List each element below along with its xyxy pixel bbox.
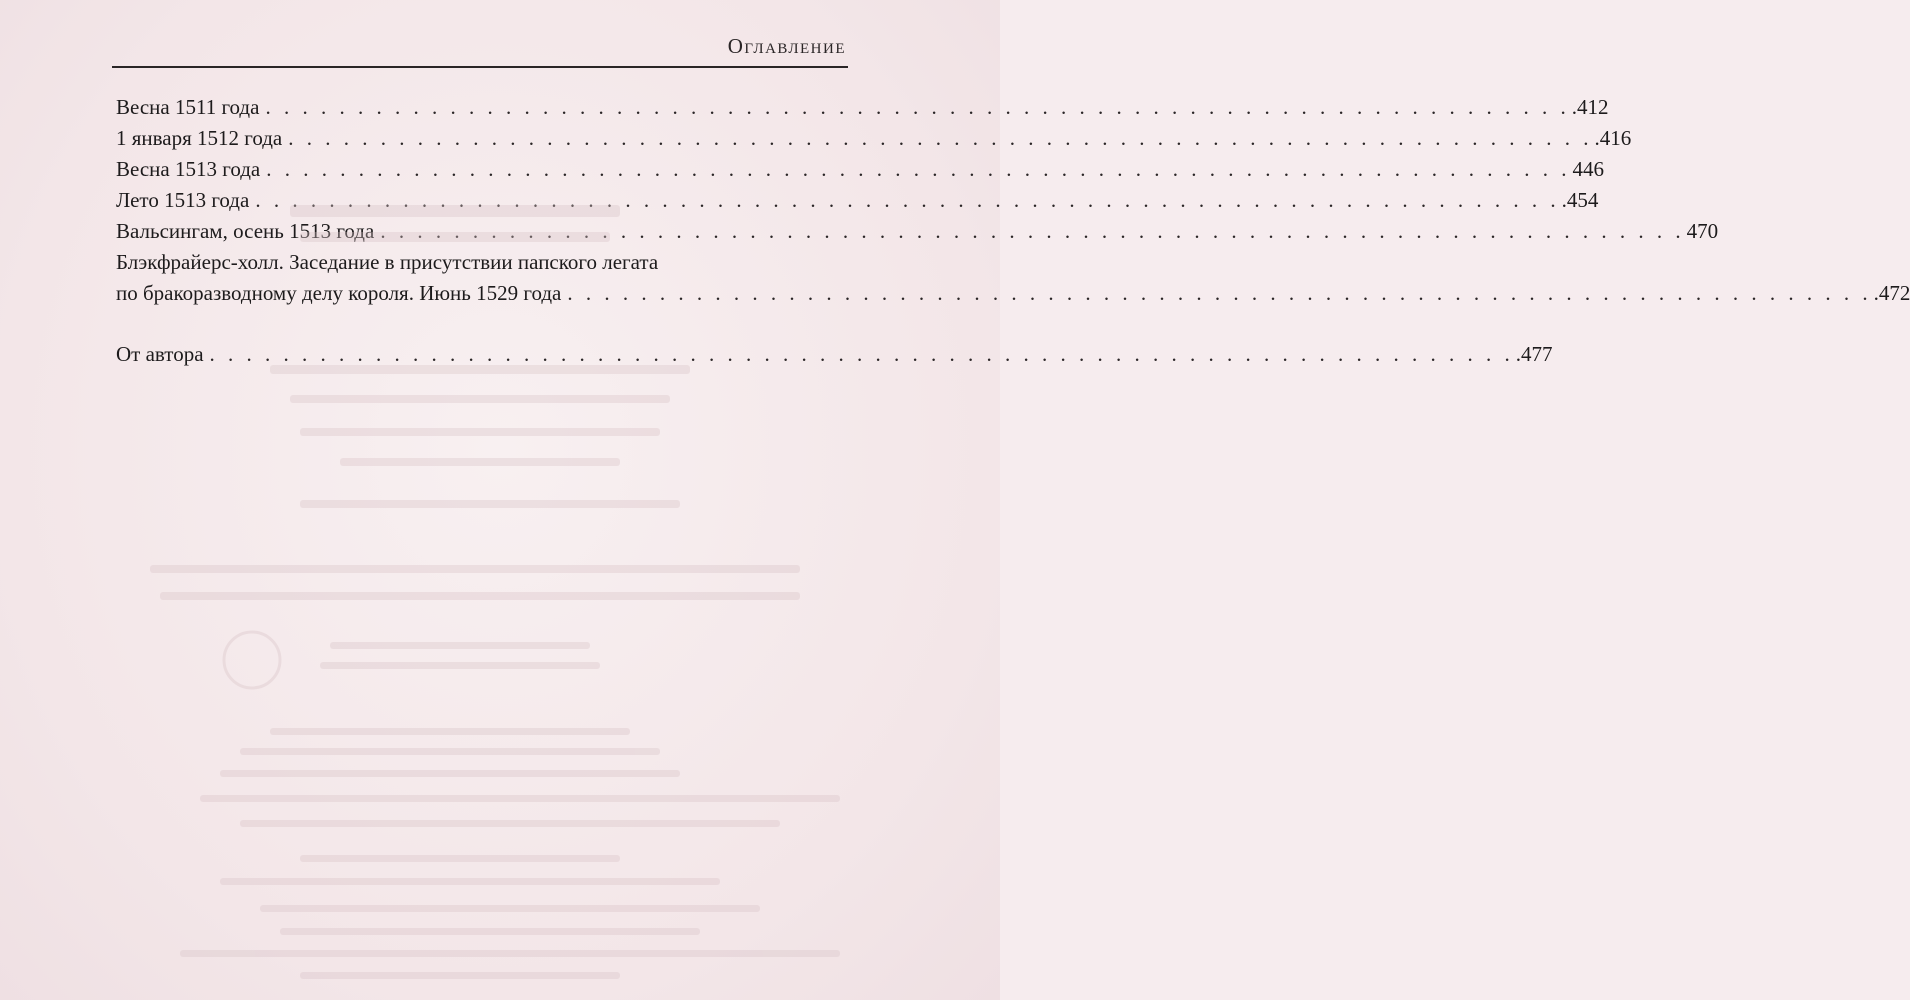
toc-entry-title: Вальсингам, осень 1513 года: [116, 219, 375, 243]
toc-leader-dots: . . . . . . . . . . . . . . . . . . . . . . . . . . . . . . . . . . . . . . . . . . . . . . . . . . . . . . . . . . . . . . . . . . . . . . .: [288, 126, 1593, 150]
toc-entry: [116, 216, 1719, 247]
toc-entry-page: .454: [1561, 188, 1599, 212]
toc-entry: [116, 92, 1609, 123]
toc-entry: [116, 339, 1553, 370]
running-header-title: Оглавление: [727, 34, 846, 58]
table-of-contents: [116, 92, 1910, 370]
toc-leader-dots: . . . . . . . . . . . . . . . . . . . . . . . . . . . . . . . . . . . . . . . . . . . . . . . . . . . . . . . . . . . . . . . . . . . . . . .: [266, 157, 1571, 181]
toc-spacer: [116, 309, 848, 339]
toc-leader-dots: . . . . . . . . . . . . . . . . . . . . . . . . . . . . . . . . . . . . . . . . . . . . . . . . . . . . . . . . . . . . . . . . . . . . . . .: [567, 281, 1872, 305]
toc-entry-page: 446: [1572, 157, 1604, 181]
toc-entry-page: 470: [1686, 219, 1719, 243]
toc-entry-line2: [116, 278, 1910, 309]
toc-leader-dots: . . . . . . . . . . . . . . . . . . . . . . . . . . . . . . . . . . . . . . . . . . . . . . . . . . . . . . . . . . . . . . . . . . . . . . .: [380, 219, 1685, 243]
toc-entry: [116, 123, 1632, 154]
toc-entry-page: .412: [1571, 95, 1609, 119]
toc-entry-title: Весна 1511 года: [116, 95, 260, 119]
toc-leader-dots: . . . . . . . . . . . . . . . . . . . . . . . . . . . . . . . . . . . . . . . . . . . . . . . . . . . . . . . . . . . . . . . . . . . . . . .: [209, 342, 1514, 366]
toc-leader-dots: . . . . . . . . . . . . . . . . . . . . . . . . . . . . . . . . . . . . . . . . . . . . . . . . . . . . . . . . . . . . . . . . . . . . . . .: [265, 95, 1570, 119]
toc-entry-page: .472: [1873, 281, 1910, 305]
toc-entry: [116, 154, 1604, 185]
toc-leader-dots: . . . . . . . . . . . . . . . . . . . . . . . . . . . . . . . . . . . . . . . . . . . . . . . . . . . . . . . . . . . . . . . . . . . . . . .: [255, 188, 1560, 212]
toc-entry: [116, 185, 1599, 216]
toc-entry-title: Лето 1513 года: [116, 188, 250, 212]
toc-entry-title: От автора: [116, 342, 204, 366]
toc-entry-title: 1 января 1512 года: [116, 126, 283, 150]
toc-entry-title: Весна 1513 года: [116, 157, 261, 181]
toc-entry-page: .416: [1594, 126, 1632, 150]
toc-entry-multiline: [116, 247, 1910, 309]
toc-entry-page: .477: [1515, 342, 1553, 366]
header-rule: [112, 66, 848, 68]
toc-entry-title-line2: по бракоразводному делу короля. Июнь 1529 года: [116, 281, 562, 305]
toc-entry-title-line1: Блэкфрайерс-холл. Заседание в присутствии папского легата: [116, 250, 659, 274]
